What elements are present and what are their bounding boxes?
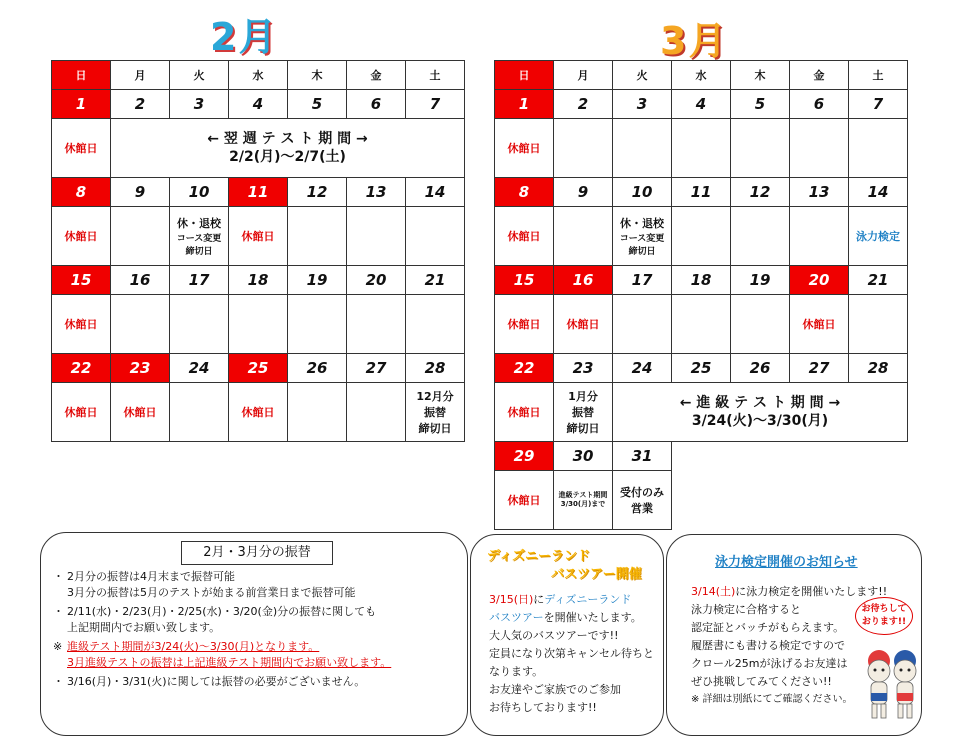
cell-line: 3/30(月)まで — [560, 500, 606, 508]
day-cell — [170, 295, 229, 354]
cell-line: 振替 — [572, 406, 594, 419]
reception-only-cell — [613, 471, 672, 530]
body-line: 認定証とバッチがもらえます。 — [691, 621, 845, 634]
body-line: ※ 詳細は別紙にてご確認ください。 — [691, 694, 853, 705]
cell-line: コース変更 — [176, 234, 222, 244]
transfer-list — [53, 569, 463, 693]
day-number: 23 — [111, 354, 170, 383]
body-line: ぜひ挑戦してみてください!! — [691, 675, 832, 688]
body-line: なります。 — [489, 665, 544, 678]
day-cell — [849, 295, 908, 354]
day-cell — [111, 207, 170, 266]
day-cell — [170, 383, 229, 442]
february-calendar — [51, 60, 465, 442]
weekday-sat: 土 — [406, 61, 465, 90]
list-item: ・ 2月分の振替は4月末まで振替可能 3月分の振替は5月のテストが始まる前営業日まで振替可能 — [53, 569, 463, 601]
disney-title-line1: ディズニーランド — [487, 549, 590, 564]
body-line: 定員になり次第キャンセル待ちと — [489, 647, 654, 660]
closed-label: 休館日 — [52, 207, 111, 266]
day-number: 19 — [288, 266, 347, 295]
day-cell — [554, 207, 613, 266]
day-number: 19 — [731, 266, 790, 295]
list-item: ・ 2/11(水)・2/23(月)・2/25(水)・3/20(金)分の振替に関しても 上記期間内でお願い致します。 — [53, 604, 463, 636]
day-cell — [849, 119, 908, 178]
day-cell — [731, 119, 790, 178]
weekday-sun: 日 — [495, 61, 554, 90]
day-number: 12 — [731, 178, 790, 207]
day-number: 28 — [849, 354, 908, 383]
day-cell — [406, 295, 465, 354]
list-text: 2/11(水)・2/23(月)・2/25(水)・3/20(金)分の振替に関しても — [67, 605, 377, 618]
day-cell — [613, 119, 672, 178]
weekday-wed: 水 — [229, 61, 288, 90]
day-number: 7 — [406, 90, 465, 119]
weekday-fri: 金 — [790, 61, 849, 90]
weekday-thu: 木 — [731, 61, 790, 90]
day-number: 17 — [170, 266, 229, 295]
closed-label: 休館日 — [495, 207, 554, 266]
cell-line: 進級テスト期間 — [558, 491, 608, 499]
withdrawal-deadline-cell — [613, 207, 672, 266]
weekday-tue: 火 — [613, 61, 672, 90]
day-cell — [672, 295, 731, 354]
body-line: 履歴書にも書ける検定ですので — [691, 639, 845, 652]
march-calendar — [494, 60, 908, 530]
cell-line: 営業 — [631, 502, 653, 515]
day-number: 17 — [613, 266, 672, 295]
cell-line: 締切日 — [185, 247, 213, 257]
day-number: 2 — [111, 90, 170, 119]
day-cell — [288, 207, 347, 266]
day-number: 28 — [406, 354, 465, 383]
day-number: 9 — [554, 178, 613, 207]
day-number: 3 — [613, 90, 672, 119]
bubble-text: おります!! — [861, 617, 907, 627]
day-number: 25 — [229, 354, 288, 383]
test-period-dates: 2/2(月)～2/7(土) — [229, 149, 346, 165]
disney-body — [489, 591, 659, 717]
day-number: 11 — [229, 178, 288, 207]
closed-label: 休館日 — [52, 119, 111, 178]
closed-label: 休館日 — [495, 383, 554, 442]
cell-line: 受付のみ — [620, 486, 664, 499]
day-number: 22 — [495, 354, 554, 383]
day-number: 8 — [495, 178, 554, 207]
day-number: 13 — [790, 178, 849, 207]
cell-line: 締切日 — [628, 247, 656, 257]
test-period-dates: 3/24(火)～3/30(月) — [691, 413, 829, 429]
closed-label: 休館日 — [495, 295, 554, 354]
transfer-title: 2月・3月分の振替 — [181, 541, 333, 565]
day-number: 10 — [170, 178, 229, 207]
swim-title: 泳力検定開催のお知らせ — [715, 555, 858, 570]
day-number: 27 — [347, 354, 406, 383]
test-end-cell — [554, 471, 613, 530]
closed-label: 休館日 — [495, 471, 554, 530]
day-cell — [288, 383, 347, 442]
list-text: 2月分の振替は4月末まで振替可能 — [67, 570, 235, 583]
day-cell — [406, 207, 465, 266]
body-line: 大人気のバスツアーです!! — [489, 629, 619, 642]
list-item: ・ 3/16(月)・3/31(火)に関しては振替の必要がございません。 — [53, 674, 463, 690]
closed-label: 休館日 — [111, 383, 170, 442]
swim-test-box — [666, 534, 922, 736]
cell-line: コース変更 — [619, 234, 665, 244]
day-number: 27 — [790, 354, 849, 383]
day-cell — [790, 119, 849, 178]
day-number: 3 — [170, 90, 229, 119]
day-number: 10 — [613, 178, 672, 207]
list-text: 3/16(月)・3/31(火)に関しては振替の必要がございません。 — [67, 675, 366, 688]
day-cell — [672, 119, 731, 178]
day-cell — [554, 119, 613, 178]
day-cell — [229, 295, 288, 354]
day-number: 1 — [495, 90, 554, 119]
test-period-banner — [613, 383, 908, 442]
day-cell — [347, 295, 406, 354]
body-text: ディズニーランド — [544, 593, 632, 606]
weekday-mon: 月 — [111, 61, 170, 90]
day-cell — [731, 207, 790, 266]
body-line — [489, 591, 659, 609]
body-text: に — [533, 593, 545, 606]
transfer-deadline-cell — [406, 383, 465, 442]
test-period-line: ← 翌 週 テ ス ト 期 間 → — [207, 131, 368, 147]
speech-bubble — [855, 597, 913, 635]
note-text: 進級テスト期間が3/24(火)～3/30(月)となります。 — [67, 640, 320, 653]
day-number: 4 — [672, 90, 731, 119]
day-cell — [790, 207, 849, 266]
day-number: 5 — [288, 90, 347, 119]
list-text: 上記期間内でお願い致します。 — [67, 621, 221, 634]
closed-label: 休館日 — [790, 295, 849, 354]
day-cell — [731, 295, 790, 354]
day-number: 6 — [790, 90, 849, 119]
disney-title-line2: バスツアー開催 — [551, 567, 642, 582]
day-number: 5 — [731, 90, 790, 119]
day-cell — [111, 295, 170, 354]
day-number: 12 — [288, 178, 347, 207]
weekday-wed: 水 — [672, 61, 731, 90]
weekday-fri: 金 — [347, 61, 406, 90]
body-line: お待ちしております!! — [489, 701, 597, 714]
body-line — [489, 609, 659, 627]
day-number: 11 — [672, 178, 731, 207]
day-number: 23 — [554, 354, 613, 383]
march-title: 3月 — [660, 19, 729, 63]
closed-label: 休館日 — [495, 119, 554, 178]
day-number: 9 — [111, 178, 170, 207]
day-number: 15 — [52, 266, 111, 295]
day-cell — [613, 295, 672, 354]
cell-line: 1月分 — [568, 390, 598, 403]
day-number: 8 — [52, 178, 111, 207]
day-number: 30 — [554, 442, 613, 471]
date-text: 3/14(土) — [691, 585, 736, 598]
weekday-tue: 火 — [170, 61, 229, 90]
mascot-icon — [889, 647, 921, 727]
day-cell — [347, 207, 406, 266]
day-number: 14 — [406, 178, 465, 207]
closed-label: 休館日 — [229, 383, 288, 442]
list-text: 3月分の振替は5月のテストが始まる前営業日まで振替可能 — [67, 586, 356, 599]
body-text: を開催いたします。 — [543, 611, 642, 624]
day-number: 18 — [229, 266, 288, 295]
cell-line: 振替 — [424, 406, 446, 419]
day-number: 21 — [406, 266, 465, 295]
transfer-notice-box — [40, 532, 468, 736]
day-number: 16 — [111, 266, 170, 295]
body-line: クロール25mが泳げるお友達は — [691, 657, 848, 670]
day-number: 21 — [849, 266, 908, 295]
closed-label: 休館日 — [52, 295, 111, 354]
weekday-mon: 月 — [554, 61, 613, 90]
day-number: 16 — [554, 266, 613, 295]
day-number: 13 — [347, 178, 406, 207]
day-number: 24 — [613, 354, 672, 383]
day-cell — [672, 207, 731, 266]
cell-line: 休・退校 — [177, 217, 221, 230]
february-title: 2月 — [210, 15, 279, 59]
closed-label: 休館日 — [554, 295, 613, 354]
day-number: 7 — [849, 90, 908, 119]
weekday-sun: 日 — [52, 61, 111, 90]
day-number: 20 — [790, 266, 849, 295]
date-text: 3/15(日) — [489, 593, 534, 606]
swim-test-label: 泳力検定 — [849, 207, 908, 266]
note-text: 3月進級テストの振替は上記進級テスト期間内でお願い致します。 — [67, 656, 392, 669]
body-text: バスツアー — [489, 611, 544, 624]
body-line: お友達やご家族でのご参加 — [489, 683, 621, 696]
body-text: に泳力検定を開催いたします!! — [735, 585, 888, 598]
blank-area — [672, 471, 908, 530]
cell-line: 12月分 — [416, 390, 454, 403]
day-number: 26 — [731, 354, 790, 383]
body-line: 泳力検定に合格すると — [691, 603, 801, 616]
note-mark: ※ — [53, 640, 63, 653]
blank-area — [672, 442, 908, 471]
cell-line: 休・退校 — [620, 217, 664, 230]
day-number: 14 — [849, 178, 908, 207]
day-number: 1 — [52, 90, 111, 119]
closed-label: 休館日 — [229, 207, 288, 266]
day-number: 25 — [672, 354, 731, 383]
cell-line: 締切日 — [418, 422, 452, 435]
day-number: 6 — [347, 90, 406, 119]
cell-line: 締切日 — [566, 422, 600, 435]
day-number: 26 — [288, 354, 347, 383]
test-period-banner — [111, 119, 465, 178]
day-number: 4 — [229, 90, 288, 119]
day-number: 22 — [52, 354, 111, 383]
disney-tour-box — [470, 534, 664, 736]
weekday-sat: 土 — [849, 61, 908, 90]
withdrawal-deadline-cell — [170, 207, 229, 266]
closed-label: 休館日 — [52, 383, 111, 442]
test-period-line: ← 進 級 テ ス ト 期 間 → — [679, 395, 841, 411]
bubble-text: お待ちして — [861, 604, 907, 614]
day-number: 2 — [554, 90, 613, 119]
day-number: 18 — [672, 266, 731, 295]
day-cell — [288, 295, 347, 354]
day-number: 24 — [170, 354, 229, 383]
note-item — [53, 639, 463, 671]
day-number: 31 — [613, 442, 672, 471]
day-number: 20 — [347, 266, 406, 295]
day-number: 29 — [495, 442, 554, 471]
transfer-deadline-cell — [554, 383, 613, 442]
day-cell — [347, 383, 406, 442]
day-number: 15 — [495, 266, 554, 295]
weekday-thu: 木 — [288, 61, 347, 90]
